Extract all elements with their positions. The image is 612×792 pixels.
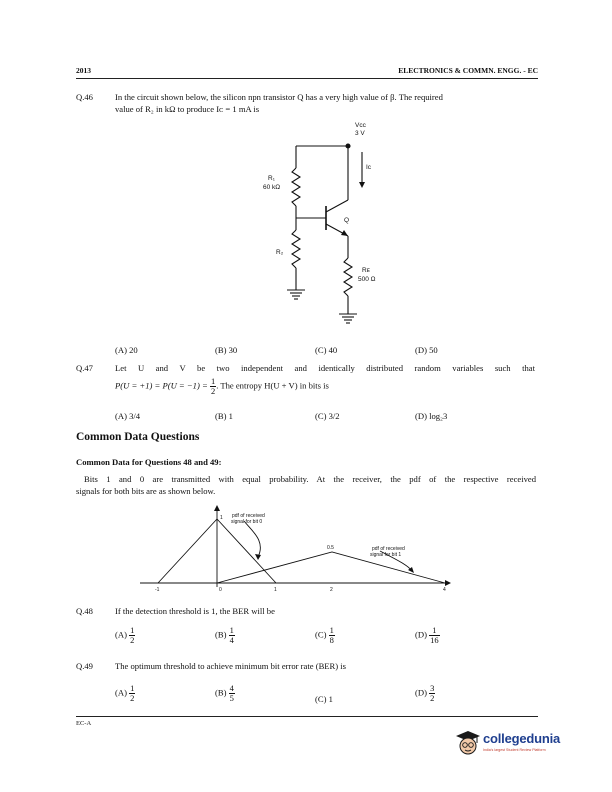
q46-option-d: (D) 50 xyxy=(415,345,438,355)
q48-option-d xyxy=(415,626,440,645)
q48-option-c xyxy=(315,626,335,645)
q48-a-num: 1 xyxy=(130,625,135,635)
q49-d-num: 3 xyxy=(430,683,435,693)
q48-option-c-letter: (C) xyxy=(315,629,327,640)
pdf-bit1-label-2: signal for bit 1 xyxy=(370,552,402,558)
pdf-peak0-label: 1 xyxy=(220,515,223,521)
q49-option-a-fraction xyxy=(129,684,135,703)
q48-option-a xyxy=(115,626,135,645)
r1-value: 60 kΩ xyxy=(263,184,281,191)
pdf-bit1-label-1: pdf of received xyxy=(372,546,405,552)
q47-prob-expr: P(U = +1) = P(U = −1) = xyxy=(115,380,208,391)
q47-line1: Let U and V be two independent and identically distributed random variables such that xyxy=(115,363,535,373)
q49-text: The optimum threshold to achieve minimum bit error rate (BER) is xyxy=(115,661,347,671)
q49-option-c-letter: (C) xyxy=(315,694,327,704)
q46-number: Q.46 xyxy=(76,92,93,102)
q47-half-den: 2 xyxy=(210,386,216,396)
collegedunia-logo xyxy=(455,727,561,761)
brand-name: collegedunia xyxy=(483,731,561,746)
pdf-y-arrowhead xyxy=(214,505,220,511)
r2-label: R₂ xyxy=(276,249,284,256)
pdf-x-arrowhead xyxy=(445,580,451,586)
q48-number: Q.48 xyxy=(76,606,93,616)
pdf-bit0-label-1: pdf of received xyxy=(232,513,265,519)
q49-option-a xyxy=(115,684,135,703)
q48-b-num: 1 xyxy=(229,625,234,635)
header-rule xyxy=(76,78,538,79)
common-data-heading: Common Data Questions xyxy=(76,431,200,443)
q46-option-b: (B) 30 xyxy=(215,345,238,355)
brand-tagline: India's largest Student Review Platform xyxy=(483,748,546,752)
q48-option-b-letter: (B) xyxy=(215,629,227,640)
common-data-subheading: Common Data for Questions 48 and 49: xyxy=(76,457,222,467)
common-data-para2: signals for both bits are as shown below. xyxy=(76,486,216,496)
q48-option-c-fraction xyxy=(329,626,335,645)
q49-option-d-letter: (D) xyxy=(415,687,427,698)
pdf-tick-2: 2 xyxy=(330,587,333,593)
q47-entropy-text: . The entropy H(U + V) in bits is xyxy=(216,380,329,391)
pdf-bit0-arrowhead xyxy=(255,554,261,560)
collector-lead xyxy=(326,200,348,212)
footer-code: EC-A xyxy=(76,720,92,727)
q-label: Q xyxy=(344,217,350,224)
q49-option-d-fraction xyxy=(429,684,435,703)
q46-option-c: (C) 40 xyxy=(315,345,338,355)
q49-d-den: 2 xyxy=(430,693,435,703)
q47-option-b: (B) 1 xyxy=(215,411,233,421)
r1-label: R₁ xyxy=(268,175,275,182)
pdf-bit0-label-2: signal for bit 0 xyxy=(231,519,263,525)
transistor-circuit-diagram xyxy=(240,118,400,333)
ic-arrowhead xyxy=(359,182,365,188)
resistor-re xyxy=(344,258,352,296)
q49-number: Q.49 xyxy=(76,661,93,671)
q48-option-d-fraction xyxy=(429,626,440,645)
vcc-value: 3 V xyxy=(355,130,365,137)
q49-option-b-letter: (B) xyxy=(215,687,227,698)
q46-line2: value of R₂ in kΩ to produce Iᴄ = 1 mA is xyxy=(115,104,260,114)
q49-option-d xyxy=(415,684,435,703)
pdf-peak1-label: 0.5 xyxy=(327,545,334,551)
q47-option-a: (A) 3/4 xyxy=(115,411,141,421)
q49-option-b xyxy=(215,684,235,703)
re-value: 500 Ω xyxy=(358,276,376,283)
q48-option-d-letter: (D) xyxy=(415,629,427,640)
vcc-label: Vᴄᴄ xyxy=(355,122,366,129)
q48-text: If the detection threshold is 1, the BER will be xyxy=(115,606,275,616)
q48-c-den: 8 xyxy=(329,635,334,645)
q48-c-num: 1 xyxy=(329,625,334,635)
q49-a-num: 1 xyxy=(130,683,135,693)
q49-option-c xyxy=(315,694,333,704)
header-subject: ELECTRONICS & COMMN. ENGG. - EC xyxy=(398,66,538,75)
header-year: 2013 xyxy=(76,66,91,75)
common-data-para1: Bits 1 and 0 are transmitted with equal probability. At the receiver, the pdf of the respective received xyxy=(84,474,536,484)
q47-option-c: (C) 3/2 xyxy=(315,411,340,421)
q49-option-b-fraction xyxy=(229,684,235,703)
q49-b-num: 4 xyxy=(229,683,234,693)
q47-option-d: (D) log₂3 xyxy=(415,411,448,421)
pdf-figure xyxy=(140,505,460,595)
q49-option-a-letter: (A) xyxy=(115,687,127,698)
q46-option-a: (A) 20 xyxy=(115,345,138,355)
resistor-r1 xyxy=(292,168,300,206)
resistor-r2 xyxy=(292,230,300,268)
q48-d-den: 16 xyxy=(430,635,439,645)
footer-rule xyxy=(76,716,538,717)
graduate-mascot-icon xyxy=(455,729,481,757)
q49-a-den: 2 xyxy=(130,693,135,703)
q49-option-c-value: 1 xyxy=(328,694,333,704)
q48-b-den: 4 xyxy=(229,635,234,645)
q47-number: Q.47 xyxy=(76,363,93,373)
q47-line2 xyxy=(115,377,329,396)
q49-b-den: 5 xyxy=(229,693,234,703)
q48-option-b xyxy=(215,626,235,645)
q46-line1: In the circuit shown below, the silicon npn transistor Q has a very high value of β. The required xyxy=(115,92,443,102)
q48-d-num: 1 xyxy=(429,626,440,636)
re-label: Rᴇ xyxy=(362,267,370,274)
q47-half-num: 1 xyxy=(210,376,216,386)
ic-label: Iᴄ xyxy=(366,164,372,171)
q48-option-a-fraction xyxy=(129,626,135,645)
q48-option-b-fraction xyxy=(229,626,235,645)
pdf-tick-4: 4 xyxy=(443,587,446,593)
pdf-tick-neg1: -1 xyxy=(155,587,160,593)
q48-option-a-letter: (A) xyxy=(115,629,127,640)
q48-a-den: 2 xyxy=(130,635,135,645)
pdf-tick-0: 0 xyxy=(219,587,222,593)
pdf-tick-1: 1 xyxy=(274,587,277,593)
